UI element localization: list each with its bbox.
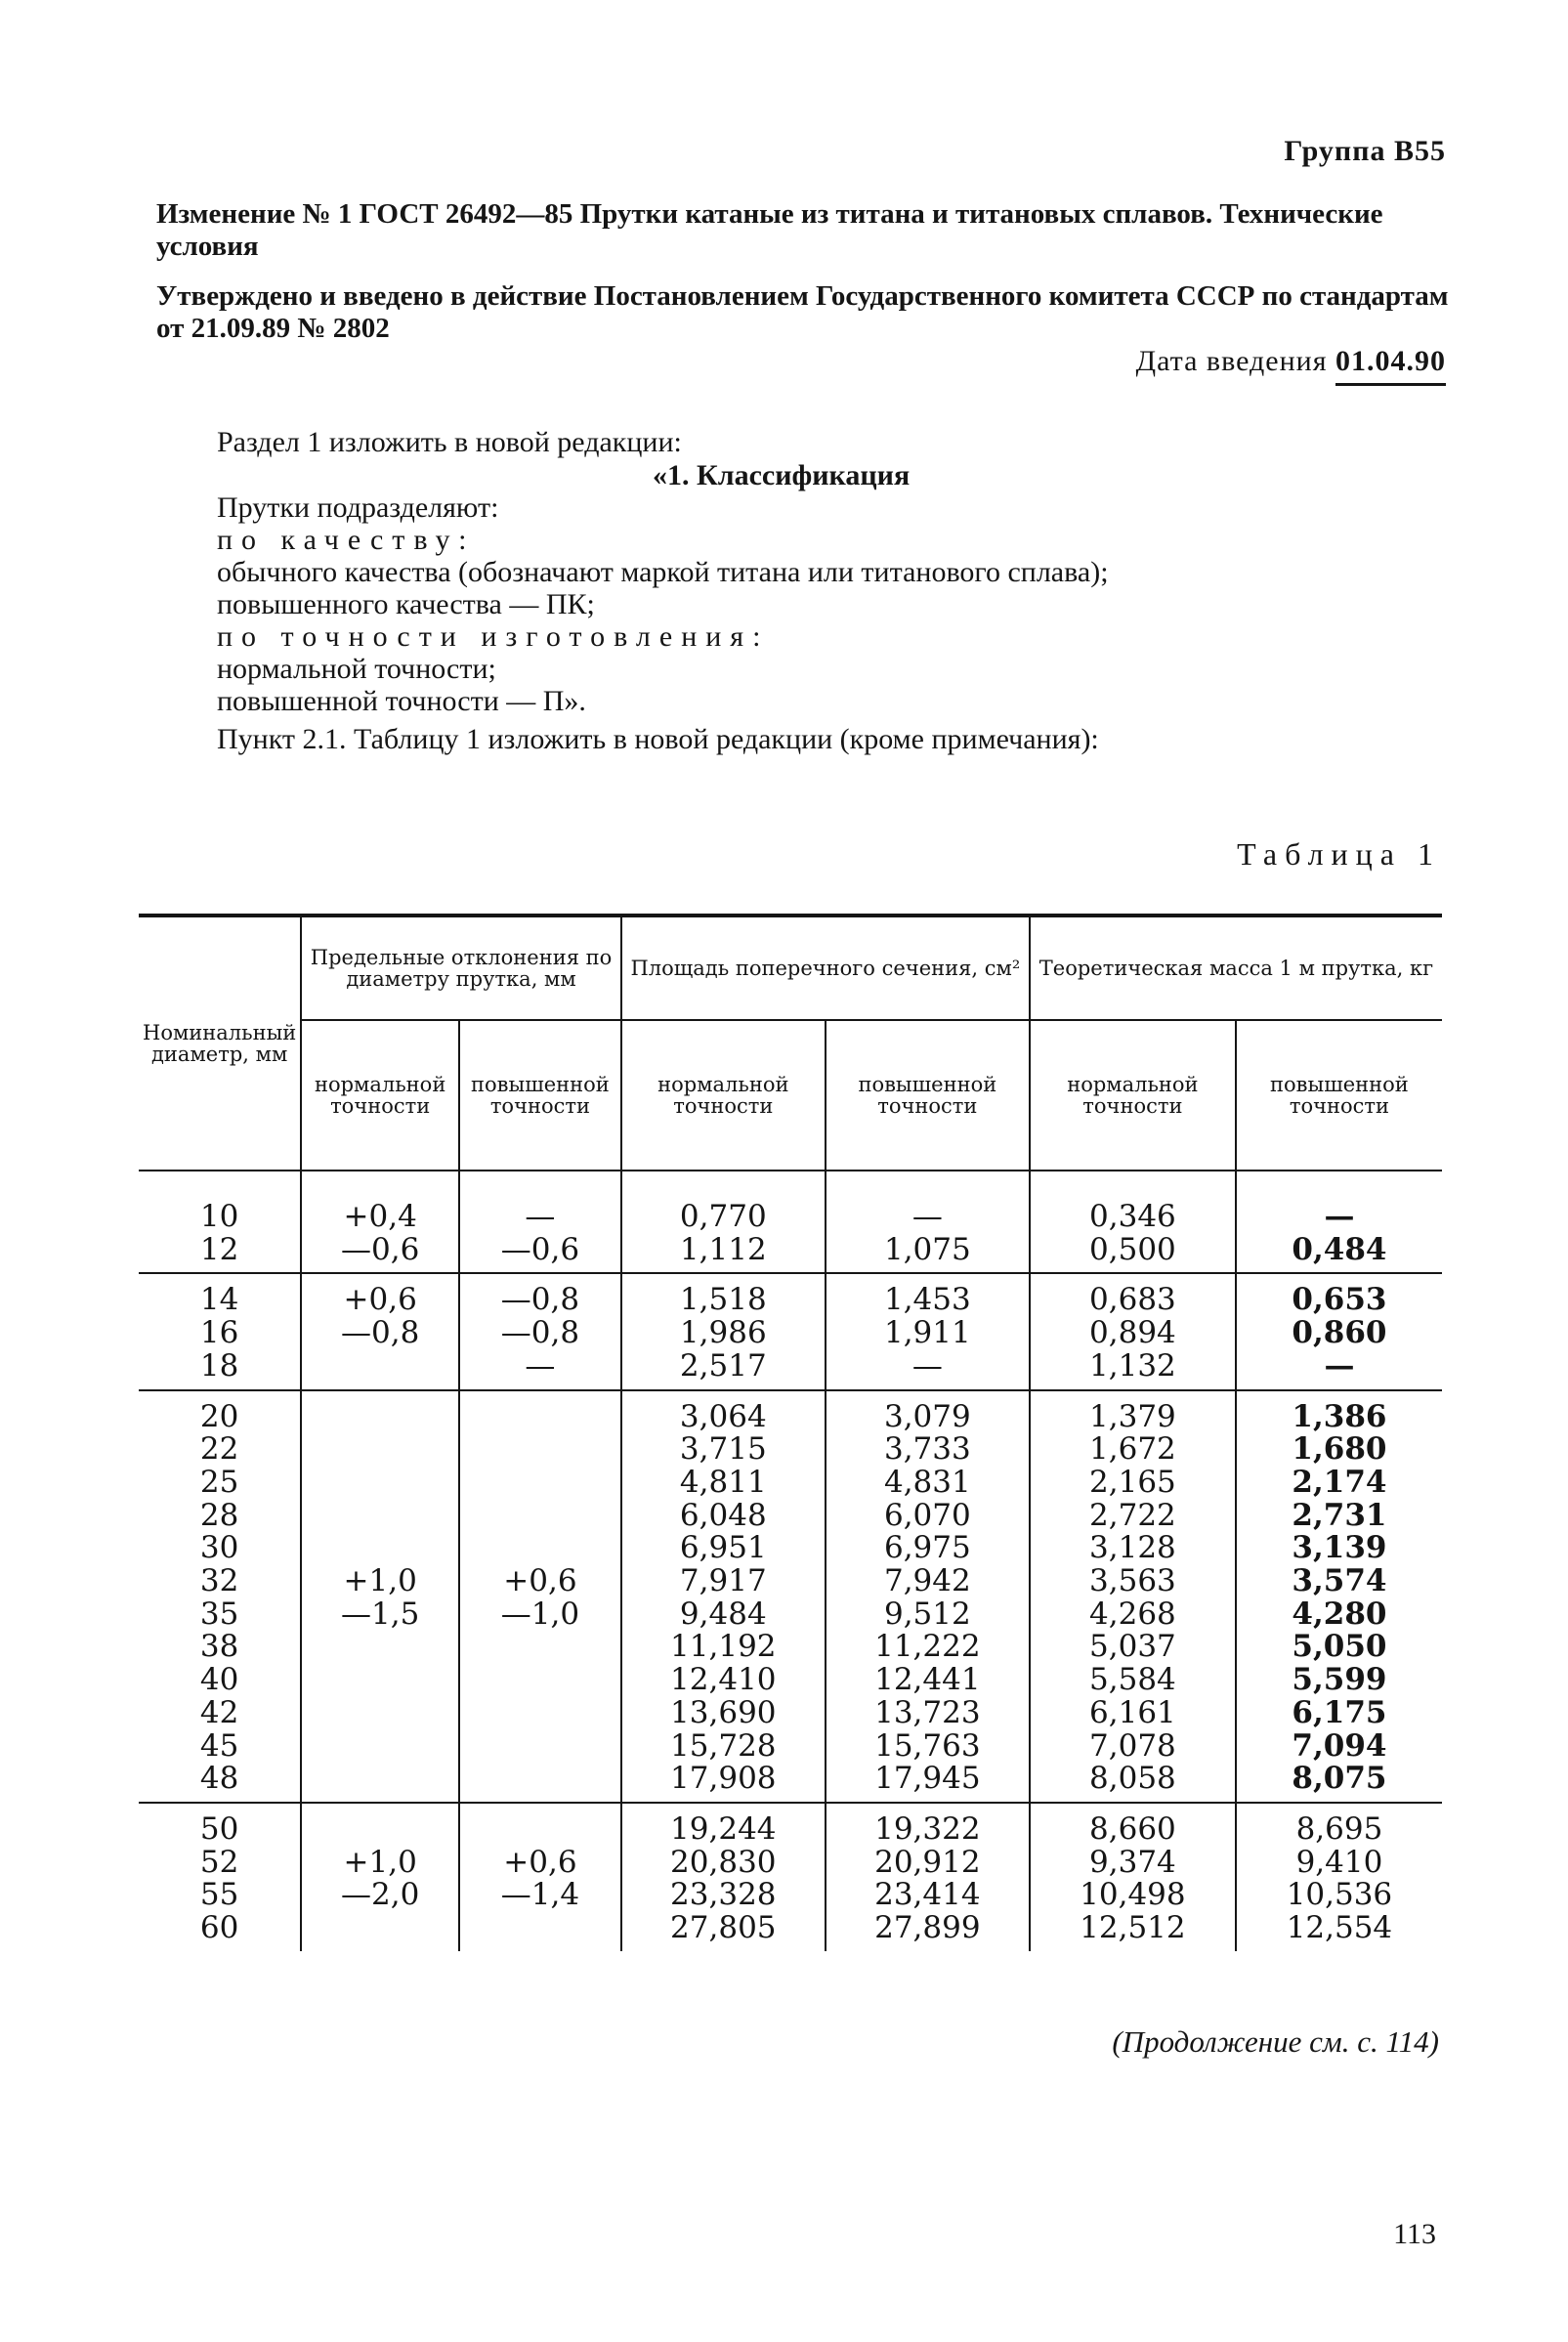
cell-value: 4,268	[1089, 1596, 1176, 1632]
cell-value: 12,512	[1080, 1910, 1186, 1946]
mass-normal-cell	[1030, 1171, 1236, 1273]
cell-value: 10,498	[1080, 1877, 1186, 1913]
cell-value: 2,165	[1089, 1464, 1176, 1500]
subheader-area-increased: повышенной точности	[826, 1020, 1030, 1171]
cell-value: 0,770	[679, 1199, 767, 1234]
cell-value: 2,174	[1292, 1464, 1387, 1500]
cell-value: 50	[199, 1810, 239, 1847]
cell-value: —1,5	[341, 1596, 420, 1632]
area-normal-cell	[621, 1390, 826, 1803]
cell-value: —1,4	[500, 1877, 580, 1913]
continued-note: (Продолжение см. с. 114)	[1112, 2024, 1439, 2059]
cell-value: 15,763	[874, 1727, 981, 1764]
mass-normal-cell	[1030, 1390, 1236, 1803]
cell-value: 2,722	[1089, 1497, 1176, 1533]
amendment-title: Изменение № 1 ГОСТ 26492—85 Прутки катаные из титана и титановых сплавов. Технические условия	[156, 198, 1383, 262]
cell-value: 0,683	[1089, 1282, 1176, 1318]
cell-value: 12,554	[1286, 1910, 1393, 1946]
cell-value: 6,175	[1292, 1694, 1387, 1730]
body-line-7: по точности изготовления:	[217, 620, 770, 653]
deviation-normal-cell	[301, 1390, 459, 1803]
cell-value: 2,517	[679, 1347, 767, 1384]
body-line-1: Раздел 1 изложить в новой редакции:	[217, 426, 682, 458]
cell-value: 27,805	[670, 1910, 777, 1946]
cell-value: 14	[199, 1282, 239, 1318]
table-subheader-row	[139, 1020, 1442, 1171]
deviation-increased-cell	[459, 1803, 621, 1951]
deviation-normal-cell	[301, 1803, 459, 1951]
cell-value: 6,161	[1089, 1694, 1176, 1730]
cell-value: 7,094	[1292, 1727, 1387, 1764]
cell-value: 20,830	[670, 1844, 777, 1880]
cell-value: —2,0	[341, 1877, 420, 1913]
cell-value: 19,322	[874, 1810, 981, 1847]
cell-value: 13,723	[874, 1694, 981, 1730]
cell-value: 1,112	[679, 1231, 767, 1267]
cell-value: 18	[199, 1347, 239, 1384]
cell-value: —0,8	[500, 1282, 580, 1318]
cell-value: 10	[199, 1199, 239, 1234]
cell-value: —0,6	[341, 1231, 420, 1267]
cell-value: 4,280	[1292, 1596, 1387, 1632]
table-row	[139, 1273, 1442, 1389]
cell-value: —1,0	[500, 1596, 580, 1632]
effective-date-value: 01.04.90	[1335, 345, 1446, 386]
cell-value: 52	[199, 1844, 239, 1880]
cell-value: —	[525, 1347, 556, 1384]
header-mass: Теоретическая масса 1 м прутка, кг	[1030, 916, 1442, 1020]
section-heading: «1. Классификация	[653, 459, 911, 491]
header-deviation: Предельные отклонения по диаметру прутка, мм	[301, 916, 621, 1020]
cell-value: 27,899	[874, 1910, 981, 1946]
subheader-area-normal: нормальной точности	[621, 1020, 826, 1171]
cell-value: 0,500	[1089, 1231, 1176, 1267]
cell-value: 48	[199, 1761, 239, 1797]
cell-value: 5,050	[1292, 1629, 1387, 1665]
cell-value: 6,951	[679, 1530, 767, 1566]
table-row	[139, 1390, 1442, 1803]
cell-value: 0,653	[1292, 1282, 1387, 1318]
cell-value: +0,6	[503, 1563, 577, 1599]
cell-value: 3,733	[883, 1431, 971, 1468]
effective-date	[1136, 345, 1446, 378]
mass-increased-cell	[1236, 1390, 1442, 1803]
diameter-cell	[139, 1171, 301, 1273]
mass-normal-cell	[1030, 1803, 1236, 1951]
cell-value: +0,6	[343, 1282, 417, 1318]
cell-value: 3,064	[679, 1398, 767, 1434]
cell-value: —0,6	[500, 1231, 580, 1267]
cell-value: 9,374	[1089, 1844, 1176, 1880]
cell-value: 7,942	[883, 1563, 971, 1599]
table-caption: Таблица 1	[1237, 836, 1441, 872]
cell-value: 42	[199, 1694, 239, 1730]
cell-value: 7,078	[1089, 1727, 1176, 1764]
cell-value: 17,908	[670, 1761, 777, 1797]
cell-value: +0,6	[503, 1844, 577, 1880]
cell-value: 8,695	[1295, 1810, 1383, 1847]
cell-value: 9,410	[1295, 1844, 1383, 1880]
area-increased-cell	[826, 1803, 1030, 1951]
subheader-mass-increased: повышенной точности	[1236, 1020, 1442, 1171]
cell-value: —	[1324, 1347, 1355, 1384]
cell-value: 15,728	[670, 1727, 777, 1764]
cell-value: —0,8	[500, 1315, 580, 1351]
cell-value: 3,128	[1089, 1530, 1176, 1566]
cell-value: —	[911, 1199, 943, 1234]
body-line-5: обычного качества (обозначают маркой титана или титанового сплава);	[217, 556, 1109, 588]
cell-value: +1,0	[343, 1844, 417, 1880]
deviation-increased-cell	[459, 1171, 621, 1273]
cell-value: 1,075	[883, 1231, 971, 1267]
mass-increased-cell	[1236, 1171, 1442, 1273]
approval-statement: Утверждено и введено в действие Постановлением Государственного комитета СССР по стандартам от 21.09.89 № 2802	[156, 280, 1449, 344]
cell-value: 19,244	[670, 1810, 777, 1847]
cell-value: 17,945	[874, 1761, 981, 1797]
mass-increased-cell	[1236, 1803, 1442, 1951]
cell-value: 20,912	[874, 1844, 981, 1880]
cell-value: +1,0	[343, 1563, 417, 1599]
cell-value: 20	[199, 1398, 239, 1434]
subheader-deviation-normal: нормальной точности	[301, 1020, 459, 1171]
diameter-cell	[139, 1273, 301, 1389]
cell-value: 23,328	[670, 1877, 777, 1913]
body-line-9: повышенной точности — П».	[217, 685, 586, 717]
area-normal-cell	[621, 1273, 826, 1389]
body-line-8: нормальной точности;	[217, 653, 496, 685]
cell-value: 1,132	[1089, 1347, 1176, 1384]
cell-value: 32	[199, 1563, 239, 1599]
cell-value: 1,518	[679, 1282, 767, 1318]
cell-value: 6,975	[883, 1530, 971, 1566]
cell-value: 3,139	[1292, 1530, 1387, 1566]
area-normal-cell	[621, 1803, 826, 1951]
cell-value: 4,831	[883, 1464, 971, 1500]
group-code: Группа В55	[1284, 135, 1446, 167]
subheader-deviation-increased: повышенной точности	[459, 1020, 621, 1171]
cell-value: 13,690	[670, 1694, 777, 1730]
cell-value: 55	[199, 1877, 239, 1913]
page-number: 113	[1393, 2218, 1436, 2250]
dimensions-table	[139, 914, 1442, 1951]
mass-increased-cell	[1236, 1273, 1442, 1389]
area-increased-cell	[826, 1273, 1030, 1389]
cell-value: 1,379	[1089, 1398, 1176, 1434]
table-row	[139, 1803, 1442, 1951]
cell-value: 0,484	[1292, 1231, 1387, 1267]
cell-value: —	[1324, 1199, 1355, 1234]
area-increased-cell	[826, 1171, 1030, 1273]
cell-value: 12,441	[874, 1662, 981, 1698]
cell-value: 11,192	[670, 1629, 777, 1665]
cell-value: 4,811	[679, 1464, 767, 1500]
cell-value: 12,410	[670, 1662, 777, 1698]
cell-value: 5,037	[1089, 1629, 1176, 1665]
table-row	[139, 1171, 1442, 1273]
cell-value: —0,8	[341, 1315, 420, 1351]
cell-value: 1,386	[1292, 1398, 1387, 1434]
cell-value: —	[911, 1347, 943, 1384]
diameter-cell	[139, 1803, 301, 1951]
subheader-mass-normal: нормальной точности	[1030, 1020, 1236, 1171]
cell-value: 3,574	[1292, 1563, 1387, 1599]
cell-value: 28	[199, 1497, 239, 1533]
effective-date-label: Дата введения	[1135, 345, 1328, 377]
body-line-3: Прутки подразделяют:	[217, 491, 499, 524]
cell-value: 0,860	[1292, 1315, 1387, 1351]
cell-value: 12	[199, 1231, 239, 1267]
cell-value: 45	[199, 1727, 239, 1764]
cell-value: —	[525, 1199, 556, 1234]
cell-value: 1,911	[883, 1315, 971, 1351]
cell-value: 10,536	[1286, 1877, 1393, 1913]
cell-value: 11,222	[874, 1629, 981, 1665]
cell-value: 35	[199, 1596, 239, 1632]
cell-value: 3,563	[1089, 1563, 1176, 1599]
cell-value: 6,070	[883, 1497, 971, 1533]
header-nominal-diameter: Номинальный диаметр, мм	[139, 916, 301, 1171]
cell-value: 25	[199, 1464, 239, 1500]
body-line-6: повышенного качества — ПК;	[217, 588, 595, 620]
deviation-normal-cell	[301, 1273, 459, 1389]
table-header-row	[139, 916, 1442, 1020]
cell-value: 6,048	[679, 1497, 767, 1533]
deviation-increased-cell	[459, 1390, 621, 1803]
cell-value: 5,584	[1089, 1662, 1176, 1698]
cell-value: 30	[199, 1530, 239, 1566]
cell-value: 23,414	[874, 1877, 981, 1913]
cell-value: 3,079	[883, 1398, 971, 1434]
cell-value: 8,660	[1089, 1810, 1176, 1847]
cell-value: 60	[199, 1910, 239, 1946]
cell-value: 0,894	[1089, 1315, 1176, 1351]
cell-value: 8,058	[1089, 1761, 1176, 1797]
cell-value: 40	[199, 1662, 239, 1698]
body-line-4: по качеству:	[217, 524, 476, 556]
cell-value: 1,453	[883, 1282, 971, 1318]
cell-value: 7,917	[679, 1563, 767, 1599]
cell-value: 5,599	[1292, 1662, 1387, 1698]
cell-value: +0,4	[343, 1199, 417, 1234]
cell-value: 1,986	[679, 1315, 767, 1351]
body-line-10: Пункт 2.1. Таблицу 1 изложить в новой редакции (кроме примечания):	[217, 723, 1099, 755]
header-area: Площадь поперечного сечения, см²	[621, 916, 1030, 1020]
cell-value: 2,731	[1292, 1497, 1387, 1533]
cell-value: 22	[199, 1431, 239, 1468]
cell-value: 3,715	[679, 1431, 767, 1468]
cell-value: 0,346	[1089, 1199, 1176, 1234]
cell-value: 38	[199, 1629, 239, 1665]
area-increased-cell	[826, 1390, 1030, 1803]
diameter-cell	[139, 1390, 301, 1803]
cell-value: 16	[199, 1315, 239, 1351]
mass-normal-cell	[1030, 1273, 1236, 1389]
cell-value: 8,075	[1292, 1761, 1387, 1797]
deviation-normal-cell	[301, 1171, 459, 1273]
cell-value: 1,680	[1292, 1431, 1387, 1468]
cell-value: 9,512	[883, 1596, 971, 1632]
cell-value: 9,484	[679, 1596, 767, 1632]
area-normal-cell	[621, 1171, 826, 1273]
cell-value: 1,672	[1089, 1431, 1176, 1468]
deviation-increased-cell	[459, 1273, 621, 1389]
